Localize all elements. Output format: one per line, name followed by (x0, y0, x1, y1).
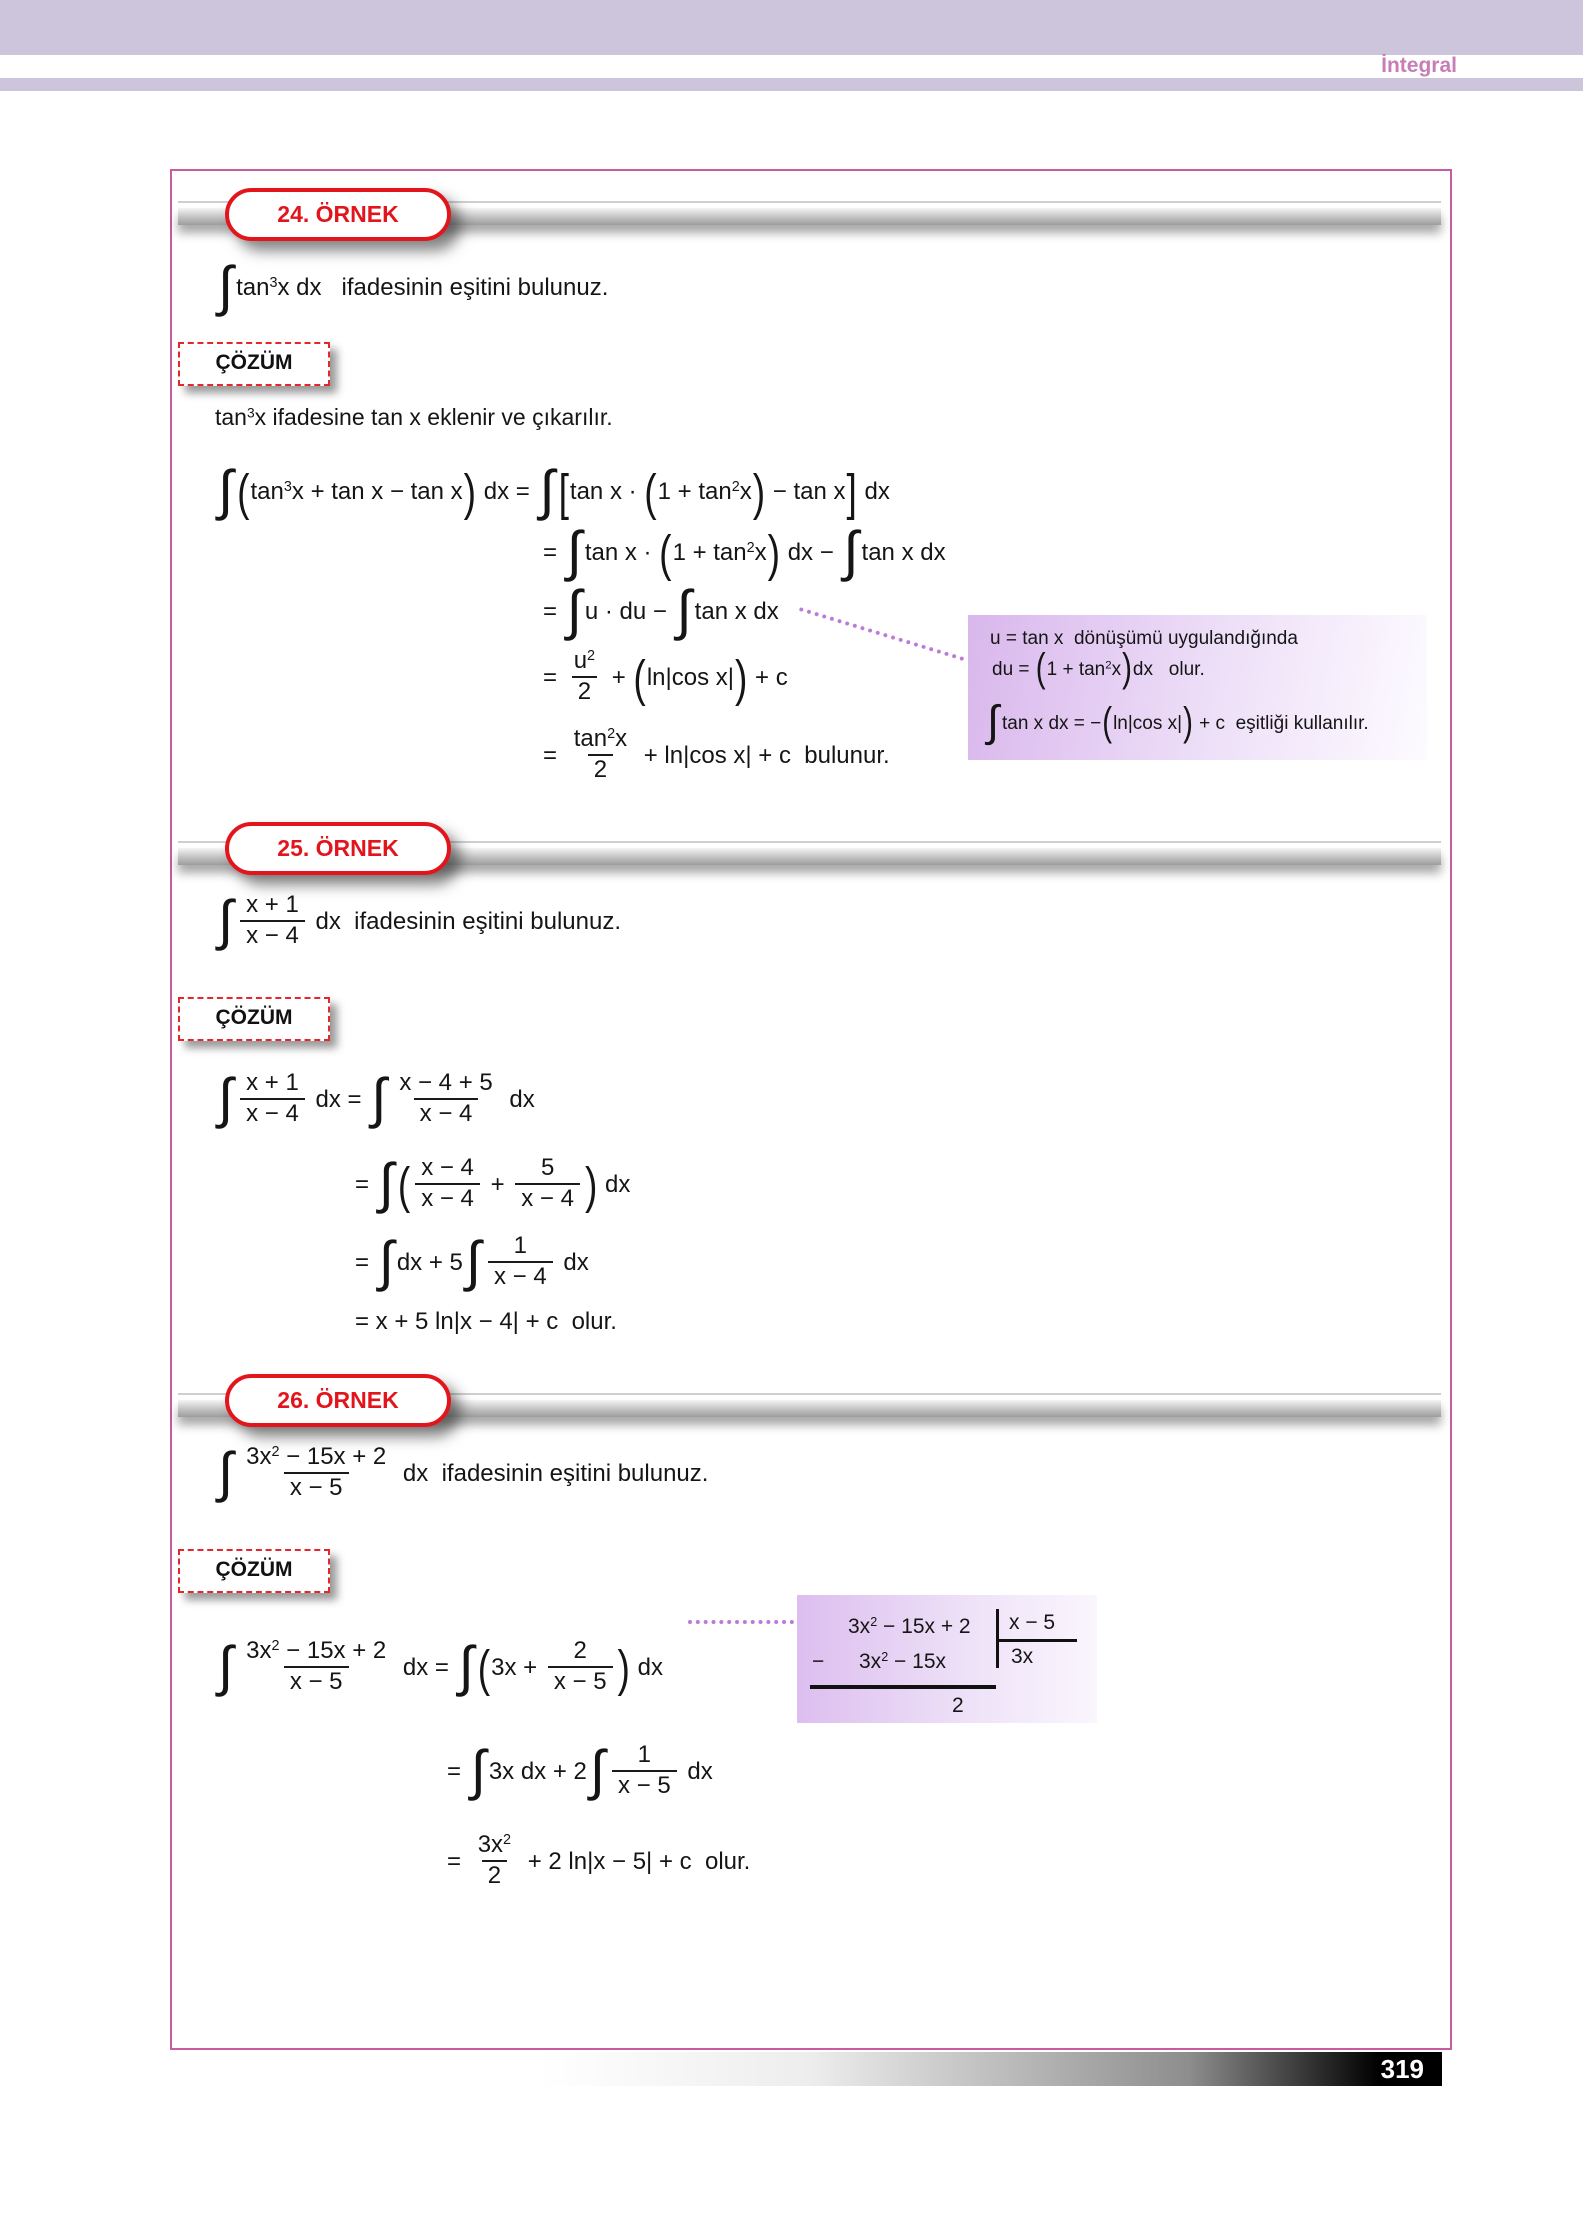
example-24-step-1: ∫ $(\tan^3x + \tan x - \tan x)$ dx = ∫ [tan $x \cdot (1 + \tan^2x) - \tan x$] dx (218, 458, 890, 523)
division-minus-sign: − (812, 1650, 825, 1673)
division-connector-dotted-line (688, 1620, 794, 1624)
example-26-step-1: ∫ $\frac{3x^2 - 15x + 2}{x - 5}$ dx = ∫ (3x + $\frac{2}{x - 5}$ ) dx (218, 1634, 663, 1699)
chapter-title: İntegral (1381, 54, 1457, 77)
example-24-step-2: = ∫ $\tan x \cdot (1 + \tan^2x)$ dx − ∫ tan x dx (543, 519, 946, 584)
example-24-title-pill: 24. ÖRNEK (225, 188, 451, 241)
example-25-title-pill: 25. ÖRNEK (225, 822, 451, 875)
content-frame (170, 169, 1452, 2050)
note-line-1: u = tan x dönüşümü uygulandığında (990, 628, 1298, 649)
example-26-step-2: = ∫ 3x dx + 2∫ $\frac{1}{x - 5}$ dx (447, 1738, 713, 1803)
example-24-step-4: = $\frac{u^2}{2}$ + (ln|cos x|) + c (543, 646, 788, 707)
example-25-step-4: = x + 5 ln|x − 4| + c olur. (355, 1308, 617, 1335)
example-25-problem: ∫ $\frac{x + 1}{x - 4}$ dx ifadesinin eşitini bulunuz. (218, 888, 622, 953)
example-25-step-3: = ∫ dx + 5∫ $\frac{1}{x - 4}$ dx (355, 1229, 589, 1294)
example-24-intro: $\tan^3x$ ifadesine tan x eklenir ve çıkarılır. (215, 404, 613, 430)
example-25-step-1: ∫ $\frac{x + 1}{x - 4}$ dx = ∫ $\frac{x - 4 + 5}{x - 4}$ dx (218, 1066, 535, 1131)
example-25-solution-label: ÇÖZÜM (178, 997, 330, 1041)
footer-page-bar (540, 2052, 1442, 2086)
example-24-problem: ∫ $\tan^3x$ dx ifadesinin eşitini bulunuz. (218, 254, 609, 319)
example-24-step-5: = $\frac{\tan^2x}{2}$ + ln|cos x| + c bulunur. (543, 724, 890, 783)
division-dividend: $3x^2 - 15x + 2$ (848, 1615, 971, 1638)
substitution-note-box (968, 615, 1427, 760)
division-subtrahend: $3x^2 - 15x$ (859, 1650, 946, 1673)
header-lavender-band-top (0, 0, 1583, 55)
page-number: 319 (1380, 2054, 1424, 2084)
division-divisor-underline (997, 1639, 1077, 1642)
example-24-solution-label: ÇÖZÜM (178, 342, 330, 386)
division-remainder: 2 (952, 1694, 964, 1717)
header-lavender-band-bottom (0, 78, 1583, 91)
note-line-3: ∫ tan x dx = −(ln|cos x|) + c eşitliği kullanılır. (987, 695, 1369, 747)
example-26-step-3: = $\frac{3x^2}{2}$ + 2 ln|x − 5| + c olur. (447, 1830, 751, 1889)
example-26-title-pill: 26. ÖRNEK (225, 1374, 451, 1427)
note-connector-dotted-line (799, 607, 965, 661)
polynomial-division-box (797, 1595, 1097, 1723)
example-26-solution-label: ÇÖZÜM (178, 1549, 330, 1593)
example-26-problem: ∫ $\frac{3x^2 - 15x + 2}{x - 5}$ dx ifadesinin eşitini bulunuz. (218, 1440, 709, 1505)
division-quotient: 3x (1011, 1645, 1034, 1668)
note-line-2: du = $(1 + \tan^2x)dx$ olur. (992, 646, 1205, 691)
example-24-step-3: = ∫ u · du − ∫ tan x dx (543, 578, 779, 643)
division-divisor: x − 5 (1009, 1611, 1056, 1634)
example-25-step-2: = ∫ ( $\frac{x - 4}{x - 4}$ + $\frac{5}{x - 4}$ ) dx (355, 1151, 631, 1216)
division-remainder-line (810, 1685, 996, 1689)
